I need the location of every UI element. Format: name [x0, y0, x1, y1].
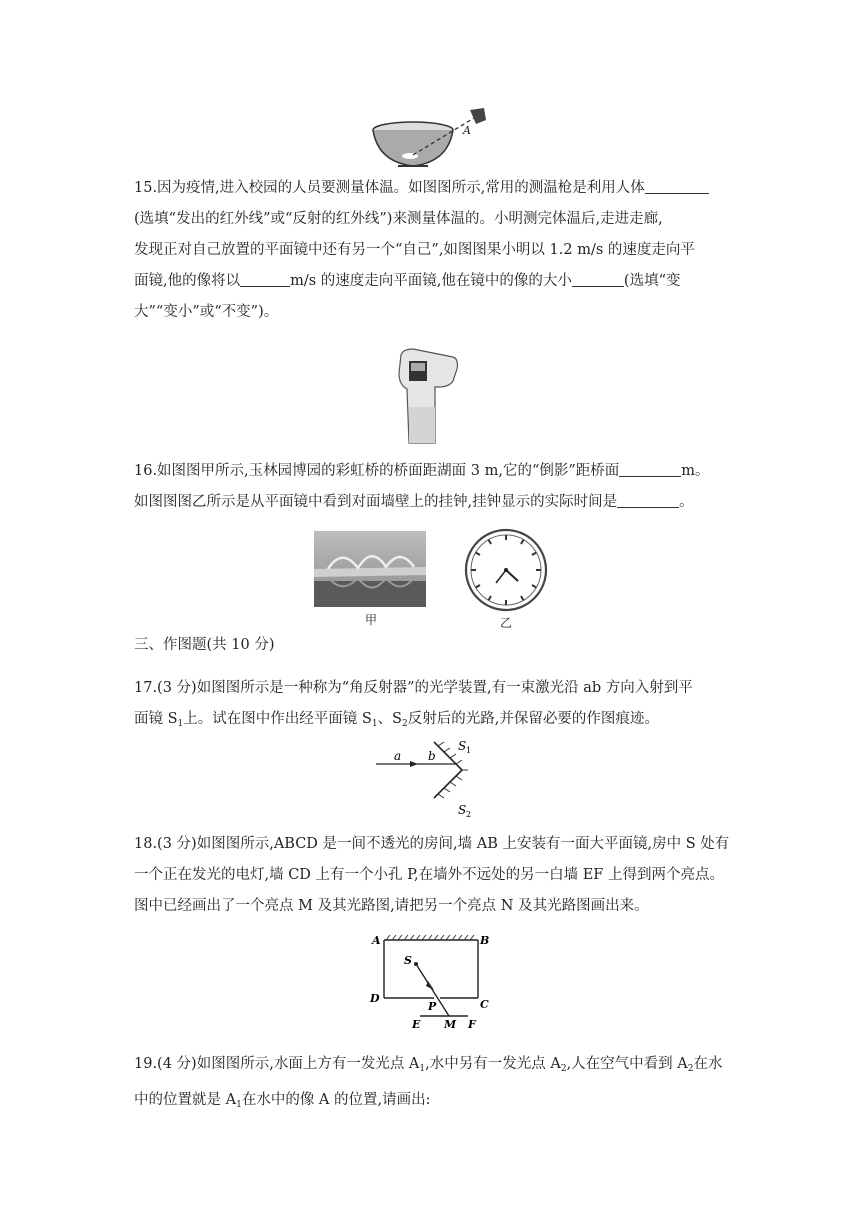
- fig17-label-b: b: [428, 749, 436, 763]
- q16-line2a: 如图图图乙所示是从平面镜中看到对面墙壁上的挂钟,挂钟显示的实际时间是: [134, 494, 618, 510]
- bowl-label-a: A: [463, 124, 471, 137]
- q18-line2: 一个正在发光的电灯,墙 CD 上有一个小孔 P,在墙外不远处的另一白墙 EF 上得到两个亮点。: [134, 867, 724, 883]
- subscript-2: 2: [402, 719, 408, 729]
- q16-line2b: 。: [679, 494, 694, 510]
- q19-line2a: 中的位置就是 A: [134, 1092, 237, 1108]
- fig18-label-b: B: [480, 934, 490, 947]
- rainbow-bridge-photo: [314, 531, 426, 607]
- q19-line1a: 19.(4 分)如图图所示,水面上方有一发光点 A: [134, 1056, 420, 1072]
- fig18-label-e: E: [412, 1018, 421, 1031]
- fig17-label-s1: S: [458, 739, 467, 753]
- q17-line1: 17.(3 分)如图图所示是一种称为“角反射器”的光学装置,有一束激光沿 ab 方向入射到平: [134, 680, 693, 696]
- q19-line2b: 在水中的像 A 的位置,请画出:: [241, 1092, 431, 1108]
- q19-line1b: ,水中另有一发光点 A: [425, 1056, 561, 1072]
- q15-line3: 发现正对自己放置的平面镜中还有另一个“自己”,如图图果小明以 1.2 m/s 的速度走向平: [134, 242, 695, 258]
- question-15: [134, 173, 734, 328]
- q19-line1d: 在水: [693, 1056, 723, 1072]
- fig18-label-s: S: [404, 954, 412, 967]
- question-19: [134, 1049, 734, 1121]
- q15-blank1[interactable]: [645, 179, 709, 194]
- q16-blank2[interactable]: [617, 493, 679, 508]
- q18-line3: 图中已经画出了一个亮点 M 及其光路图,请把另一个亮点 N 及其光路图画出来。: [134, 898, 649, 914]
- fig17-label-a: a: [394, 749, 402, 763]
- subscript-1: 1: [236, 1100, 242, 1110]
- fig18-label-m: M: [444, 1018, 457, 1031]
- q17-line2b: 上。试在图中作出经平面镜 S: [183, 711, 372, 727]
- corner-reflector-figure: [370, 736, 500, 824]
- q19-line1c: ,人在空气中看到 A: [566, 1056, 688, 1072]
- q15-line4a: 面镜,他的像将以: [134, 273, 241, 289]
- q17-line2a: 面镜 S: [134, 711, 178, 727]
- q15-line1: 15.因为疫情,进入校园的人员要测量体温。如图图所示,常用的测温枪是利用人体: [134, 180, 645, 196]
- fig17-sub2: 2: [466, 810, 472, 819]
- q15-line2: (选填“发出的红外线”或“反射的红外线”)来测量体温的。小明测完体温后,走进走廊,: [134, 211, 663, 227]
- caption-yi: 乙: [500, 616, 513, 630]
- q15-line4c: (选填“变: [623, 273, 681, 289]
- section-heading: 三、作图题(共 10 分): [134, 637, 275, 653]
- thermometer-gun-figure: [395, 347, 465, 447]
- fig18-label-d: D: [370, 992, 380, 1005]
- caption-jia: 甲: [365, 613, 378, 627]
- question-17: [134, 673, 734, 740]
- fig18-label-p: P: [428, 1000, 437, 1013]
- fig18-label-a: A: [372, 934, 381, 947]
- q18-line1: 18.(3 分)如图图所示,ABCD 是一间不透光的房间,墙 AB 上安装有一面大平面镜,房中 S 处有: [134, 836, 730, 852]
- fig17-sub1: 1: [466, 746, 472, 755]
- fig17-label-s2: S: [458, 803, 467, 817]
- q17-line2c: 、S: [377, 711, 402, 727]
- q15-line4b: m/s 的速度走向平面镜,他在镜中的像的大小: [290, 273, 572, 289]
- subscript-1: 1: [419, 1064, 426, 1074]
- q16-line1a: 16.如图图甲所示,玉林园博园的彩虹桥的桥面距湖面 3 m,它的“倒影”距桥面: [134, 463, 620, 479]
- q15-line5: 大”“变小”或“不变”)。: [134, 304, 279, 320]
- q15-blank3[interactable]: [572, 272, 624, 287]
- fig18-label-c: C: [480, 998, 489, 1011]
- question-16: [134, 456, 734, 518]
- question-18: [134, 829, 734, 922]
- bowl-figure: [368, 100, 498, 172]
- q17-line2d: 反射后的光路,并保留必要的作图痕迹。: [407, 711, 659, 727]
- subscript-2: 2: [560, 1064, 567, 1074]
- subscript-2: 2: [687, 1064, 694, 1074]
- fig18-label-f: F: [468, 1018, 476, 1031]
- room-mirror-figure: [366, 928, 496, 1036]
- subscript-1: 1: [177, 719, 184, 729]
- subscript-1: 1: [371, 719, 378, 729]
- q16-line1b: m。: [681, 463, 710, 479]
- mirror-clock-figure: [464, 528, 548, 612]
- q16-blank1[interactable]: [619, 462, 681, 477]
- q15-blank2[interactable]: [240, 272, 290, 287]
